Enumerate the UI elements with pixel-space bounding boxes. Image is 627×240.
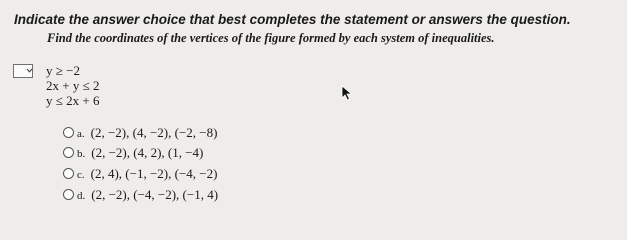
choice-text-d: (2, −2), (−4, −2), (−1, 4) <box>91 187 219 202</box>
choice-c[interactable] <box>63 167 217 181</box>
inequality-3: y ≤ 2x + 6 <box>46 93 100 108</box>
choice-b[interactable] <box>63 146 203 160</box>
chevron-down-icon <box>26 67 33 74</box>
answer-select[interactable] <box>13 64 33 78</box>
choice-letter-d: d. <box>77 190 86 202</box>
choice-letter-c: c. <box>77 169 85 181</box>
radio-button-a[interactable] <box>63 127 74 138</box>
inequality-1: y ≥ −2 <box>46 63 80 78</box>
radio-button-c[interactable] <box>63 168 74 179</box>
choice-letter-b: b. <box>77 148 86 160</box>
choice-a[interactable] <box>63 126 217 140</box>
choice-text-a: (2, −2), (4, −2), (−2, −8) <box>90 125 218 140</box>
choice-letter-a: a. <box>77 128 85 140</box>
choice-text-c: (2, 4), (−1, −2), (−4, −2) <box>90 166 218 181</box>
instruction-text: Indicate the answer choice that best completes the statement or answers the question. <box>14 12 571 27</box>
radio-button-d[interactable] <box>63 189 74 200</box>
question-prompt: Find the coordinates of the vertices of the figure formed by each system of inequalities. <box>47 31 495 45</box>
inequality-2: 2x + y ≤ 2 <box>46 78 100 93</box>
choice-d[interactable] <box>63 188 218 202</box>
radio-button-b[interactable] <box>63 147 74 158</box>
choice-text-b: (2, −2), (4, 2), (1, −4) <box>91 145 204 160</box>
mouse-cursor-icon <box>341 85 353 101</box>
